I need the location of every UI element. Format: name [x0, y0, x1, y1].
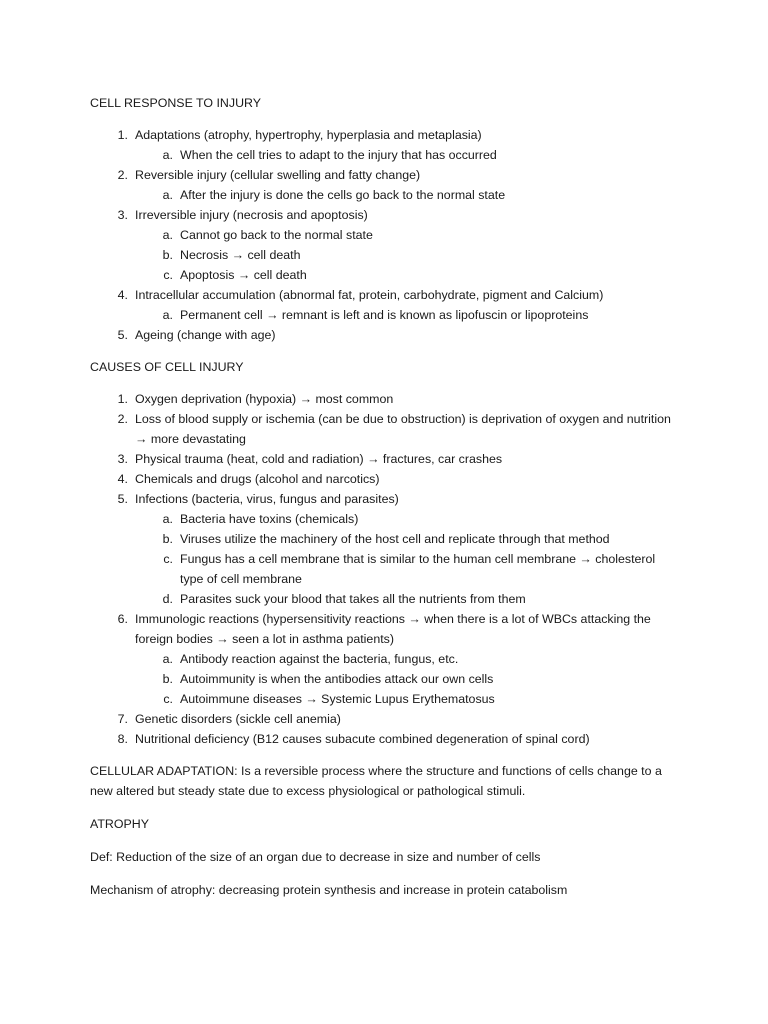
sub-list-letter: b.: [162, 532, 173, 546]
atrophy-mechanism: Mechanism of atrophy: decreasing protein synthesis and increase in protein catabolism: [90, 883, 568, 897]
sub-list-item: [135, 509, 680, 529]
sub-list-item-text: Fungus has a cell membrane that is similar to the human cell membrane → cholesterol type of cell membrane: [180, 552, 656, 586]
sub-list-letter: a.: [162, 308, 173, 322]
list-item: [90, 609, 680, 709]
list-item-text: Chemicals and drugs (alcohol and narcotics): [135, 472, 380, 486]
sub-list-item: [135, 689, 680, 709]
list-number: 8.: [117, 732, 128, 746]
list-item-text: Immunologic reactions (hypersensitivity reactions → when there is a lot of WBCs attacking the foreign bodies → seen a lot in asthma patients): [135, 612, 651, 646]
list-item: [90, 205, 680, 285]
sub-list-item: [135, 589, 680, 609]
list-number: 5.: [117, 328, 128, 342]
sub-list: [135, 305, 680, 325]
list-item: [90, 729, 680, 749]
response-list: [90, 125, 680, 345]
list-item-text: Loss of blood supply or ischemia (can be due to obstruction) is deprivation of oxygen and nutrition → more devastating: [135, 412, 671, 446]
document-body: [90, 93, 680, 900]
list-item-text: Adaptations (atrophy, hypertrophy, hyperplasia and metaplasia): [135, 128, 482, 142]
sub-list: [135, 509, 680, 609]
sub-list-item-text: Permanent cell → remnant is left and is known as lipofuscin or lipoproteins: [180, 308, 589, 322]
sub-list-letter: a.: [162, 652, 173, 666]
atrophy-definition: Def: Reduction of the size of an organ due to decrease in size and number of cells: [90, 850, 541, 864]
sub-list-item: [135, 185, 680, 205]
sub-list-item-text: Viruses utilize the machinery of the host cell and replicate through that method: [180, 532, 610, 546]
sub-list-item: [135, 649, 680, 669]
list-number: 6.: [117, 612, 128, 626]
sub-list-letter: d.: [162, 592, 173, 606]
cellular-adaptation-paragraph: CELLULAR ADAPTATION: Is a reversible process where the structure and functions of cells change to a new altered but steady state due to excess physiological or pathological stimuli.: [90, 764, 662, 798]
list-item: [90, 389, 680, 409]
sub-list-letter: a.: [162, 188, 173, 202]
list-number: 1.: [117, 392, 128, 406]
section-title-causes: CAUSES OF CELL INJURY: [90, 360, 244, 374]
sub-list-item-text: Autoimmune diseases → Systemic Lupus Erythematosus: [180, 692, 495, 706]
list-item: [90, 325, 680, 345]
sub-list-item-text: Autoimmunity is when the antibodies attack our own cells: [180, 672, 494, 686]
sub-list-item: [135, 305, 680, 325]
sub-list-item: [135, 145, 680, 165]
list-number: 3.: [117, 452, 128, 466]
sub-list-item: [135, 265, 680, 285]
sub-list-item-text: Cannot go back to the normal state: [180, 228, 373, 242]
list-item: [90, 285, 680, 325]
sub-list-item: [135, 669, 680, 689]
sub-list-letter: a.: [162, 148, 173, 162]
list-item: [90, 709, 680, 729]
list-item: [90, 449, 680, 469]
sub-list-item-text: When the cell tries to adapt to the injury that has occurred: [180, 148, 497, 162]
causes-list: [90, 389, 680, 749]
sub-list-letter: a.: [162, 512, 173, 526]
sub-list-item-text: Parasites suck your blood that takes all the nutrients from them: [180, 592, 526, 606]
list-number: 4.: [117, 288, 128, 302]
list-number: 2.: [117, 412, 128, 426]
sub-list: [135, 185, 680, 205]
sub-list-item-text: Necrosis → cell death: [180, 248, 301, 262]
sub-list: [135, 225, 680, 285]
list-number: 7.: [117, 712, 128, 726]
list-item-text: Ageing (change with age): [135, 328, 276, 342]
list-item-text: Reversible injury (cellular swelling and fatty change): [135, 168, 421, 182]
sub-list-letter: b.: [162, 672, 173, 686]
list-item-text: Genetic disorders (sickle cell anemia): [135, 712, 341, 726]
list-item-text: Oxygen deprivation (hypoxia) → most common: [135, 392, 394, 406]
list-item-text: Infections (bacteria, virus, fungus and parasites): [135, 492, 399, 506]
list-item: [90, 489, 680, 609]
sub-list: [135, 145, 680, 165]
sub-list-item-text: Apoptosis → cell death: [180, 268, 307, 282]
list-number: 5.: [117, 492, 128, 506]
sub-list-item-text: Bacteria have toxins (chemicals): [180, 512, 359, 526]
sub-list-item: [135, 225, 680, 245]
list-item: [90, 165, 680, 205]
sub-list-item: [135, 529, 680, 549]
sub-list-item: [135, 245, 680, 265]
list-item: [90, 469, 680, 489]
list-item-text: Physical trauma (heat, cold and radiation) → fractures, car crashes: [135, 452, 503, 466]
list-item: [90, 125, 680, 165]
list-number: 2.: [117, 168, 128, 182]
section-title-response: CELL RESPONSE TO INJURY: [90, 96, 261, 110]
sub-list-item-text: After the injury is done the cells go back to the normal state: [180, 188, 506, 202]
atrophy-title: ATROPHY: [90, 817, 149, 831]
sub-list: [135, 649, 680, 709]
sub-list-item-text: Antibody reaction against the bacteria, fungus, etc.: [180, 652, 459, 666]
sub-list-letter: c.: [163, 692, 173, 706]
list-item-text: Irreversible injury (necrosis and apoptosis): [135, 208, 368, 222]
list-item: [90, 409, 680, 449]
list-item-text: Intracellular accumulation (abnormal fat, protein, carbohydrate, pigment and Calcium): [135, 288, 604, 302]
list-number: 1.: [117, 128, 128, 142]
sub-list-item: [135, 549, 680, 589]
sub-list-letter: c.: [163, 268, 173, 282]
sub-list-letter: c.: [163, 552, 173, 566]
list-number: 4.: [117, 472, 128, 486]
sub-list-letter: a.: [162, 228, 173, 242]
sub-list-letter: b.: [162, 248, 173, 262]
list-item-text: Nutritional deficiency (B12 causes subacute combined degeneration of spinal cord): [135, 732, 590, 746]
list-number: 3.: [117, 208, 128, 222]
